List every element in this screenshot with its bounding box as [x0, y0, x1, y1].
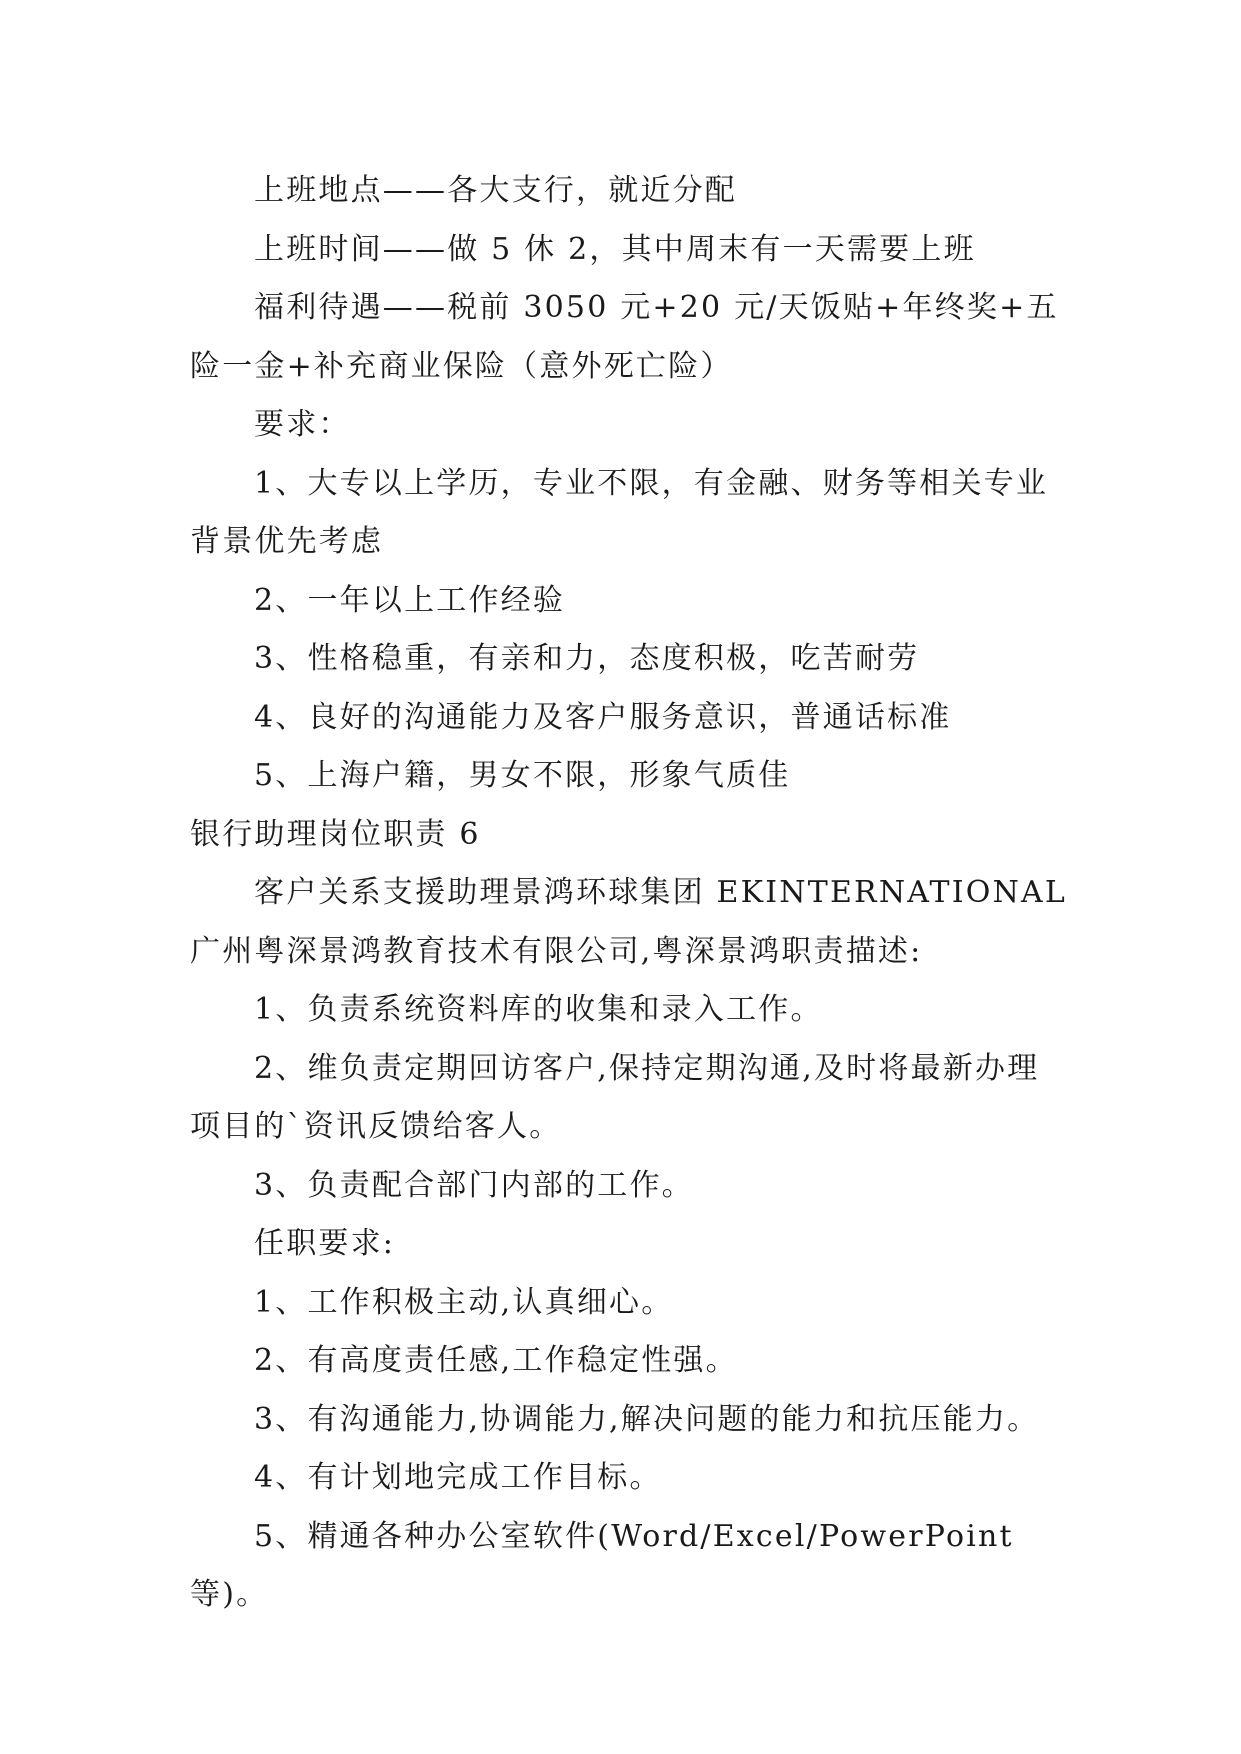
requirement-item: 1、大专以上学历，专业不限，有金融、财务等相关专业背景优先考虑: [190, 465, 1049, 559]
requirement-item: 2、一年以上工作经验: [254, 582, 566, 618]
requirement-item: 4、良好的沟通能力及客户服务意识，普通话标准: [254, 699, 952, 735]
qualification-item: 3、有沟通能力,协调能力,解决问题的能力和抗压能力。: [254, 1401, 1040, 1437]
benefits-paragraph: 福利待遇——税前 3050 元+20 元/天饭贴+年终奖+五险一金+补充商业保险（意外死亡险）: [190, 290, 1059, 384]
qualification-item: 5、精通各种办公室软件(Word/Excel/PowerPoint 等)。: [190, 1518, 1014, 1612]
document-body: [190, 162, 1070, 1625]
intro-paragraph: 客户关系支援助理景鸿环球集团 EKINTERNATIONAL 广州粤深景鸿教育技术有限公司,粤深景鸿职责描述:: [190, 875, 1068, 969]
requirement-item: 5、上海户籍，男女不限，形象气质佳: [254, 758, 791, 793]
duty-item: 2、维负责定期回访客户,保持定期沟通,及时将最新办理项目的`资讯反馈给客人。: [190, 1050, 1040, 1144]
requirements-label: 要求：: [254, 407, 351, 442]
section-heading: 银行助理岗位职责 6: [190, 816, 481, 852]
duty-item: 1、负责系统资料库的收集和录入工作。: [254, 992, 823, 1027]
qualification-item: 2、有高度责任感,工作稳定性强。: [254, 1343, 738, 1378]
qualifications-label: 任职要求:: [254, 1226, 396, 1261]
qualification-item: 1、工作积极主动,认真细心。: [254, 1284, 674, 1320]
duty-item: 3、负责配合部门内部的工作。: [254, 1167, 694, 1203]
work-location-line: 上班地点——各大支行，就近分配: [254, 173, 737, 208]
requirement-item: 3、性格稳重，有亲和力，态度积极，吃苦耐劳: [254, 641, 920, 676]
work-hours-line: 上班时间——做 5 休 2，其中周末有一天需要上班: [254, 231, 976, 267]
qualification-item: 4、有计划地完成工作目标。: [254, 1460, 662, 1495]
